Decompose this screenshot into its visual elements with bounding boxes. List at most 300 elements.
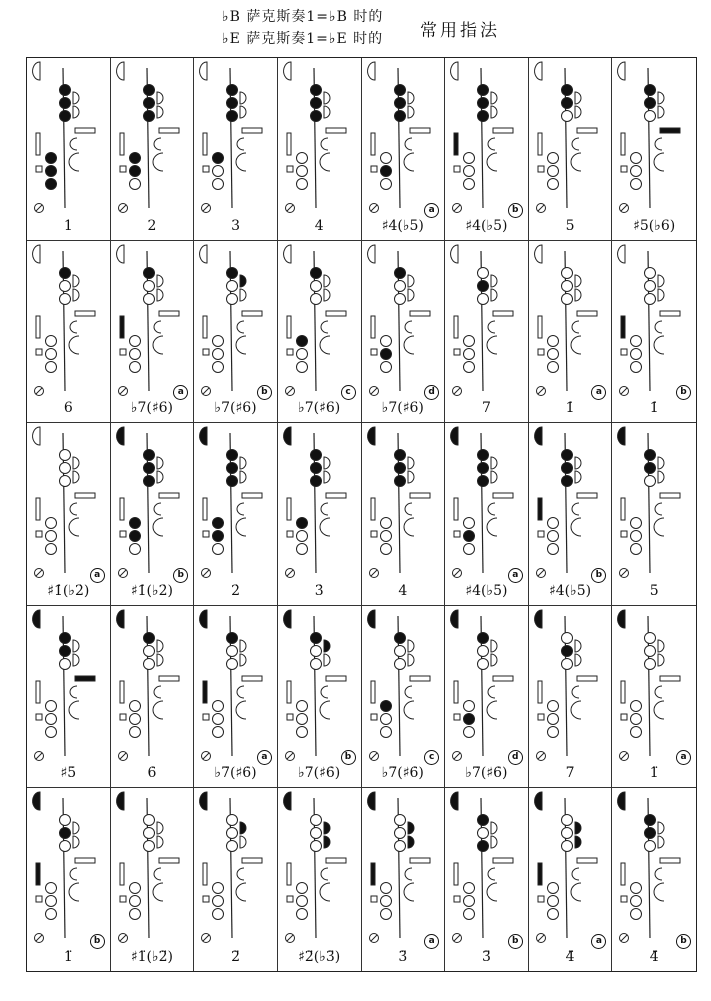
side-lever <box>321 503 328 515</box>
lower-tone-hole <box>46 726 57 737</box>
lower-tone-hole <box>380 909 391 920</box>
lower-tone-hole <box>296 726 307 737</box>
fingering-cell <box>529 788 613 971</box>
side-key-bar <box>621 681 625 703</box>
upper-tone-hole <box>143 476 154 487</box>
lower-lever <box>69 153 79 171</box>
small-key <box>287 349 293 355</box>
upper-tone-hole <box>478 815 489 826</box>
variant-badge: d <box>424 385 439 400</box>
side-lever <box>321 321 328 333</box>
small-key <box>203 531 209 537</box>
lower-tone-hole <box>129 544 140 555</box>
side-key <box>324 457 330 469</box>
lower-tone-hole <box>631 531 642 542</box>
upper-tone-hole <box>143 267 154 278</box>
lower-tone-hole <box>631 726 642 737</box>
side-key <box>240 640 246 652</box>
lower-lever <box>654 518 664 536</box>
lower-tone-hole <box>547 544 558 555</box>
lower-tone-hole <box>296 179 307 190</box>
side-key <box>408 106 414 118</box>
small-key <box>287 714 293 720</box>
upper-tone-hole <box>561 658 572 669</box>
side-key-bar <box>371 316 375 338</box>
fingering-cell <box>194 58 278 241</box>
octave-key <box>116 792 123 810</box>
upper-tone-hole <box>561 645 572 656</box>
fingering-cell <box>111 788 195 971</box>
upper-tone-hole <box>227 632 238 643</box>
lower-lever <box>487 701 497 719</box>
note-label: ♯4̇(♭5̇) <box>549 582 592 599</box>
side-key <box>491 822 497 834</box>
side-rod <box>410 128 430 133</box>
lower-tone-hole <box>46 153 57 164</box>
lower-lever <box>236 701 246 719</box>
side-key <box>491 640 497 652</box>
small-key <box>120 896 126 902</box>
side-rod <box>159 858 179 863</box>
lower-tone-hole <box>46 335 57 346</box>
octave-key <box>116 610 123 628</box>
lower-tone-hole <box>46 713 57 724</box>
side-rod <box>577 676 597 681</box>
lower-tone-hole <box>380 544 391 555</box>
upper-tone-hole <box>394 293 405 304</box>
fingering-diagram <box>529 58 613 218</box>
octave-key <box>367 62 374 80</box>
side-key <box>491 106 497 118</box>
upper-tone-hole <box>227 658 238 669</box>
side-lever <box>655 686 662 698</box>
fingering-cell <box>362 423 446 606</box>
upper-tone-hole <box>310 111 321 122</box>
note-label: 4̈ <box>565 949 575 965</box>
fingering-cell <box>111 58 195 241</box>
upper-tone-hole <box>227 267 238 278</box>
upper-tone-hole <box>645 111 656 122</box>
side-rod <box>493 128 513 133</box>
lower-tone-hole <box>296 896 307 907</box>
upper-tone-hole <box>394 450 405 461</box>
side-rod <box>242 493 262 498</box>
lower-lever <box>69 701 79 719</box>
lower-tone-hole <box>631 153 642 164</box>
side-rod <box>493 858 513 863</box>
side-rod <box>410 311 430 316</box>
lower-tone-hole <box>631 909 642 920</box>
upper-tone-hole <box>645 828 656 839</box>
lower-tone-hole <box>380 883 391 894</box>
note-label: 3̈ <box>398 949 408 965</box>
side-lever <box>572 138 579 150</box>
octave-key <box>200 427 207 445</box>
lower-tone-hole <box>296 713 307 724</box>
side-key-bar <box>371 133 375 155</box>
upper-tone-hole <box>60 267 71 278</box>
note-label: 1̇ <box>649 400 659 417</box>
fingering-diagram <box>445 241 529 401</box>
side-key-bar <box>287 133 291 155</box>
side-key-bar <box>454 316 458 338</box>
lower-tone-hole <box>213 909 224 920</box>
lower-tone-hole <box>631 883 642 894</box>
side-lever <box>488 686 495 698</box>
side-key-bar <box>454 133 458 155</box>
upper-tone-hole <box>227 85 238 96</box>
note-label: 1 <box>63 217 73 234</box>
lower-lever <box>69 518 79 536</box>
side-key-bar <box>621 133 625 155</box>
octave-key <box>283 62 290 80</box>
side-key <box>73 92 79 104</box>
fingering-diagram <box>194 423 278 583</box>
side-key-bar <box>371 681 375 703</box>
note-label: ♭7̇(♯6̇) <box>381 765 424 782</box>
side-rod <box>75 676 95 681</box>
note-label: 7̇ <box>565 765 575 782</box>
small-key <box>454 349 460 355</box>
upper-tone-hole <box>143 280 154 291</box>
small-key <box>120 166 126 172</box>
lower-tone-hole <box>380 726 391 737</box>
side-key-bar <box>120 498 124 520</box>
side-lever <box>405 503 412 515</box>
lower-tone-hole <box>464 361 475 372</box>
lower-lever <box>487 883 497 901</box>
side-key <box>575 92 581 104</box>
upper-tone-hole <box>561 267 572 278</box>
octave-key <box>200 62 207 80</box>
side-lever <box>237 868 244 880</box>
upper-tone-hole <box>478 632 489 643</box>
fingering-diagram <box>612 788 696 948</box>
side-rod <box>577 493 597 498</box>
small-key <box>538 349 544 355</box>
lower-tone-hole <box>464 896 475 907</box>
note-label: 3̇ <box>314 582 324 599</box>
upper-tone-hole <box>143 111 154 122</box>
octave-key <box>618 792 625 810</box>
upper-tone-hole <box>143 463 154 474</box>
lower-tone-hole <box>464 883 475 894</box>
upper-tone-hole <box>478 658 489 669</box>
note-label: ♯4(♭5) <box>381 217 424 234</box>
side-rod <box>326 493 346 498</box>
side-key-bar <box>36 316 40 338</box>
lower-tone-hole <box>547 896 558 907</box>
octave-key <box>367 245 374 263</box>
side-rod <box>660 128 680 133</box>
variant-badge: a <box>508 568 523 583</box>
upper-tone-hole <box>143 828 154 839</box>
side-key <box>240 106 246 118</box>
page-header <box>0 0 711 56</box>
upper-tone-hole <box>561 828 572 839</box>
lower-tone-hole <box>213 179 224 190</box>
side-key <box>658 836 664 848</box>
small-key <box>371 896 377 902</box>
upper-tone-hole <box>227 841 238 852</box>
note-label: ♯1̈(♭2̈) <box>130 949 173 965</box>
small-key <box>538 531 544 537</box>
lower-lever <box>404 883 414 901</box>
upper-tone-hole <box>478 85 489 96</box>
upper-tone-hole <box>645 815 656 826</box>
upper-tone-hole <box>645 658 656 669</box>
side-key-bar <box>538 133 542 155</box>
side-key <box>658 457 664 469</box>
octave-key <box>33 792 40 810</box>
upper-tone-hole <box>394 815 405 826</box>
side-key <box>575 471 581 483</box>
side-key <box>324 822 330 834</box>
upper-tone-hole <box>143 645 154 656</box>
side-key <box>157 275 163 287</box>
upper-tone-hole <box>645 280 656 291</box>
upper-tone-hole <box>478 111 489 122</box>
note-label: ♭7̇(♯6̇) <box>465 765 508 782</box>
side-key <box>324 640 330 652</box>
upper-tone-hole <box>310 828 321 839</box>
lower-tone-hole <box>380 531 391 542</box>
fingering-cell <box>27 58 111 241</box>
variant-badge: a <box>591 385 606 400</box>
side-key <box>240 275 246 287</box>
upper-tone-hole <box>60 828 71 839</box>
side-key <box>73 471 79 483</box>
fingering-diagram <box>194 241 278 401</box>
small-key <box>621 349 627 355</box>
variant-badge: a <box>424 934 439 949</box>
note-label: ♯4̇(♭5̇) <box>465 582 508 599</box>
side-rod <box>242 311 262 316</box>
small-key <box>621 714 627 720</box>
side-key <box>408 289 414 301</box>
fingering-diagram <box>529 241 613 401</box>
upper-tone-hole <box>310 476 321 487</box>
fingering-cell <box>27 241 111 424</box>
note-label: 4 <box>314 217 324 234</box>
small-key <box>621 166 627 172</box>
fingering-cell <box>362 606 446 789</box>
fingering-cell <box>27 423 111 606</box>
upper-tone-hole <box>645 841 656 852</box>
side-rod <box>493 311 513 316</box>
side-key-bar <box>120 681 124 703</box>
lower-tone-hole <box>296 883 307 894</box>
side-key-bar <box>287 316 291 338</box>
side-key <box>575 275 581 287</box>
side-key <box>73 822 79 834</box>
fingering-diagram <box>445 606 529 766</box>
lower-lever <box>236 336 246 354</box>
side-lever <box>154 686 161 698</box>
lower-tone-hole <box>296 518 307 529</box>
fingering-diagram <box>362 788 446 948</box>
side-key <box>491 92 497 104</box>
note-label: 5 <box>565 217 575 234</box>
note-label: 4̈ <box>649 949 659 965</box>
fingering-diagram <box>27 241 111 401</box>
lower-tone-hole <box>46 361 57 372</box>
upper-tone-hole <box>60 85 71 96</box>
small-key <box>371 349 377 355</box>
fingering-cell <box>278 58 362 241</box>
lower-tone-hole <box>547 883 558 894</box>
upper-tone-hole <box>310 293 321 304</box>
fingering-cell <box>529 423 613 606</box>
octave-key <box>33 62 40 80</box>
side-lever <box>70 138 77 150</box>
side-lever <box>237 503 244 515</box>
small-key <box>203 166 209 172</box>
octave-key <box>283 427 290 445</box>
variant-badge: b <box>591 568 606 583</box>
lower-tone-hole <box>464 713 475 724</box>
octave-key <box>618 62 625 80</box>
fingering-cell <box>278 606 362 789</box>
lower-lever <box>571 336 581 354</box>
fingering-diagram <box>362 58 446 218</box>
lower-tone-hole <box>547 166 558 177</box>
header-line-bb: ♭B 萨克斯奏1=♭B 时的 <box>222 9 384 25</box>
side-key <box>240 836 246 848</box>
lower-tone-hole <box>464 531 475 542</box>
small-key <box>36 349 42 355</box>
side-key <box>240 471 246 483</box>
upper-tone-hole <box>645 632 656 643</box>
fingering-cell <box>445 241 529 424</box>
upper-tone-hole <box>227 450 238 461</box>
fingering-cell <box>612 241 696 424</box>
octave-key <box>283 610 290 628</box>
side-key <box>408 654 414 666</box>
side-key <box>324 92 330 104</box>
upper-tone-hole <box>227 111 238 122</box>
lower-tone-hole <box>129 700 140 711</box>
side-key <box>157 471 163 483</box>
side-lever <box>237 686 244 698</box>
lower-lever <box>404 701 414 719</box>
upper-tone-hole <box>478 828 489 839</box>
fingering-cell <box>278 423 362 606</box>
side-key <box>408 822 414 834</box>
side-lever <box>237 321 244 333</box>
lower-tone-hole <box>46 896 57 907</box>
fingering-cell <box>111 423 195 606</box>
lower-lever <box>153 518 163 536</box>
upper-tone-hole <box>143 815 154 826</box>
side-rod <box>326 311 346 316</box>
lower-tone-hole <box>46 544 57 555</box>
variant-badge: b <box>257 385 272 400</box>
lower-tone-hole <box>464 348 475 359</box>
small-key <box>120 714 126 720</box>
side-key-bar <box>454 863 458 885</box>
upper-tone-hole <box>561 463 572 474</box>
note-label: 4̇ <box>398 582 408 599</box>
upper-tone-hole <box>227 828 238 839</box>
upper-tone-hole <box>60 463 71 474</box>
upper-tone-hole <box>310 450 321 461</box>
fingering-cell <box>529 606 613 789</box>
lower-tone-hole <box>296 361 307 372</box>
lower-tone-hole <box>631 700 642 711</box>
small-key <box>36 714 42 720</box>
note-label: ♯5̇ <box>60 765 77 782</box>
lower-tone-hole <box>547 361 558 372</box>
upper-tone-hole <box>60 815 71 826</box>
lower-lever <box>654 336 664 354</box>
side-lever <box>70 321 77 333</box>
lower-tone-hole <box>547 179 558 190</box>
lower-tone-hole <box>296 700 307 711</box>
note-label: 3̈ <box>481 949 491 965</box>
lower-lever <box>487 153 497 171</box>
note-label: ♯4(♭5) <box>465 217 508 234</box>
lower-tone-hole <box>213 348 224 359</box>
octave-key <box>116 245 123 263</box>
note-label: ♭7̇(♯6̇) <box>298 765 341 782</box>
note-label: 2 <box>147 217 157 234</box>
side-key <box>491 457 497 469</box>
side-key-bar <box>371 863 375 885</box>
small-key <box>454 166 460 172</box>
side-rod <box>410 493 430 498</box>
side-key <box>658 92 664 104</box>
lower-tone-hole <box>213 166 224 177</box>
lower-tone-hole <box>129 883 140 894</box>
side-lever <box>572 503 579 515</box>
octave-key <box>33 610 40 628</box>
lower-tone-hole <box>547 335 558 346</box>
note-label: ♯5(♭6) <box>633 217 676 234</box>
lower-lever <box>487 336 497 354</box>
lower-tone-hole <box>46 166 57 177</box>
lower-tone-hole <box>296 531 307 542</box>
upper-tone-hole <box>561 98 572 109</box>
variant-badge: a <box>173 385 188 400</box>
octave-key <box>534 792 541 810</box>
side-lever <box>154 321 161 333</box>
fingering-diagram <box>362 423 446 583</box>
upper-tone-hole <box>310 463 321 474</box>
upper-tone-hole <box>60 476 71 487</box>
lower-lever <box>571 701 581 719</box>
side-key <box>73 457 79 469</box>
side-key <box>491 289 497 301</box>
side-lever <box>321 138 328 150</box>
fingering-diagram <box>194 788 278 948</box>
side-key <box>157 822 163 834</box>
upper-tone-hole <box>478 463 489 474</box>
side-key <box>324 275 330 287</box>
upper-tone-hole <box>561 293 572 304</box>
side-key <box>157 836 163 848</box>
note-label: ♭7(♯6) <box>381 400 424 417</box>
octave-key <box>200 610 207 628</box>
lower-tone-hole <box>46 909 57 920</box>
side-key-bar <box>36 681 40 703</box>
upper-tone-hole <box>561 85 572 96</box>
upper-tone-hole <box>645 98 656 109</box>
fingering-diagram <box>362 241 446 401</box>
fingering-diagram <box>612 58 696 218</box>
side-lever <box>70 686 77 698</box>
upper-tone-hole <box>478 280 489 291</box>
